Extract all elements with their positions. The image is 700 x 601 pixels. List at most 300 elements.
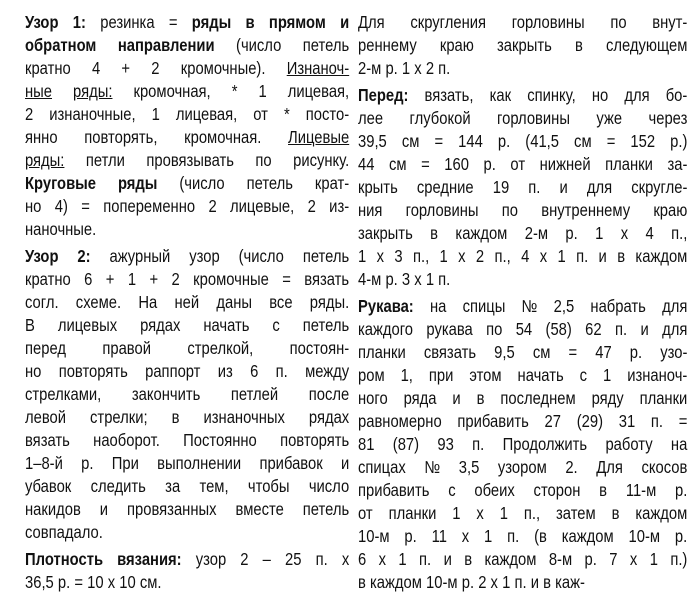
text-line bbox=[358, 84, 687, 107]
word bbox=[574, 130, 592, 153]
text: р. bbox=[461, 572, 475, 592]
word bbox=[276, 360, 288, 383]
word bbox=[127, 498, 216, 521]
text: провязанных bbox=[127, 499, 217, 519]
word bbox=[329, 195, 349, 218]
text: лицевых bbox=[57, 315, 118, 335]
text: * bbox=[231, 81, 238, 101]
word bbox=[192, 11, 231, 34]
text: петли bbox=[85, 150, 125, 170]
text: на bbox=[429, 296, 447, 316]
text: горловины bbox=[511, 12, 585, 32]
word bbox=[404, 387, 437, 410]
word bbox=[432, 525, 447, 548]
word bbox=[426, 571, 458, 594]
text: В bbox=[25, 315, 35, 335]
word bbox=[549, 548, 572, 571]
text: после bbox=[308, 384, 350, 404]
word bbox=[540, 153, 591, 176]
word bbox=[627, 364, 687, 387]
text: даны bbox=[216, 292, 253, 312]
word bbox=[429, 364, 453, 387]
text-line bbox=[25, 57, 349, 80]
word bbox=[662, 295, 687, 318]
word bbox=[258, 80, 266, 103]
text-line bbox=[25, 291, 349, 314]
word bbox=[25, 80, 52, 103]
text: 2,5 bbox=[553, 296, 575, 316]
word bbox=[512, 11, 585, 34]
text: х bbox=[414, 269, 422, 289]
text: 39,5 bbox=[358, 131, 387, 151]
word bbox=[236, 34, 281, 57]
text: петель bbox=[302, 35, 350, 55]
text: 11 bbox=[431, 526, 447, 546]
text-line bbox=[25, 126, 349, 149]
text: прибавок bbox=[259, 453, 323, 473]
text: п. bbox=[275, 361, 288, 381]
text: + bbox=[121, 58, 131, 78]
word bbox=[430, 295, 446, 318]
word bbox=[358, 364, 385, 387]
word bbox=[507, 525, 519, 548]
word bbox=[25, 406, 66, 429]
word bbox=[181, 57, 266, 80]
word bbox=[514, 571, 526, 594]
word bbox=[81, 195, 90, 218]
word bbox=[498, 456, 547, 479]
word bbox=[263, 548, 271, 571]
text: 6 bbox=[84, 269, 93, 289]
word bbox=[609, 548, 617, 571]
word bbox=[315, 172, 349, 195]
word bbox=[25, 245, 58, 268]
text: левой bbox=[25, 407, 67, 427]
word bbox=[358, 222, 413, 245]
text: изнаночные, bbox=[49, 104, 136, 124]
text: х bbox=[107, 572, 116, 592]
word bbox=[503, 433, 588, 456]
word bbox=[555, 571, 585, 594]
text: из- bbox=[329, 196, 350, 216]
text: р. bbox=[483, 154, 496, 174]
word bbox=[554, 295, 575, 318]
text: в bbox=[171, 407, 180, 427]
word bbox=[86, 149, 125, 172]
word bbox=[370, 571, 422, 594]
word bbox=[358, 153, 374, 176]
text: р. bbox=[674, 526, 688, 546]
text: число bbox=[308, 476, 350, 496]
text: 1, bbox=[400, 365, 413, 385]
word bbox=[653, 199, 687, 222]
text: (в bbox=[534, 526, 547, 546]
word bbox=[247, 172, 293, 195]
word bbox=[516, 318, 532, 341]
text: 3 bbox=[401, 269, 411, 289]
word bbox=[358, 57, 381, 80]
text: но bbox=[25, 361, 42, 381]
text: набрать bbox=[590, 296, 646, 316]
text: (число bbox=[238, 246, 284, 266]
word bbox=[560, 176, 568, 199]
word bbox=[358, 479, 429, 502]
word bbox=[91, 475, 146, 498]
text: 10 bbox=[87, 572, 104, 592]
text: = bbox=[434, 131, 444, 151]
word bbox=[282, 268, 291, 291]
text: п.) bbox=[670, 549, 688, 569]
word bbox=[495, 245, 511, 268]
text: р. bbox=[629, 342, 643, 362]
word bbox=[675, 479, 687, 502]
text: каждом bbox=[561, 526, 614, 546]
word bbox=[108, 571, 115, 594]
text: = bbox=[568, 342, 578, 362]
text: спинку, bbox=[527, 85, 576, 105]
text: х bbox=[490, 572, 498, 592]
word bbox=[196, 548, 226, 571]
text: спицы bbox=[462, 296, 506, 316]
right-text-column bbox=[358, 11, 687, 594]
word bbox=[478, 571, 486, 594]
text: глубокой bbox=[409, 108, 471, 128]
text: х bbox=[476, 503, 484, 523]
text-line bbox=[25, 218, 349, 241]
text-line bbox=[358, 479, 687, 502]
word bbox=[402, 130, 420, 153]
text: р. bbox=[81, 453, 94, 473]
word bbox=[565, 222, 577, 245]
word bbox=[149, 268, 158, 291]
text: 1 bbox=[595, 223, 604, 243]
text: реннему bbox=[358, 35, 417, 55]
word bbox=[92, 57, 100, 80]
text: чтобы bbox=[247, 476, 290, 496]
text: в bbox=[543, 572, 551, 592]
word bbox=[599, 479, 607, 502]
text: х bbox=[376, 246, 384, 266]
text: № bbox=[521, 296, 538, 316]
text: попеременно bbox=[103, 196, 196, 216]
word bbox=[606, 34, 687, 57]
word bbox=[500, 502, 508, 525]
text-line bbox=[358, 502, 687, 525]
word bbox=[305, 360, 349, 383]
text: кратно bbox=[25, 269, 71, 289]
text: повторять bbox=[280, 430, 350, 450]
word bbox=[393, 433, 419, 456]
text: = bbox=[81, 196, 90, 216]
text: 2 bbox=[151, 58, 160, 78]
text: лицевая, bbox=[175, 104, 238, 124]
text: 4) bbox=[54, 196, 68, 216]
word bbox=[562, 525, 614, 548]
word bbox=[304, 268, 349, 291]
text: 7 bbox=[609, 549, 618, 569]
word bbox=[250, 360, 258, 383]
word bbox=[568, 341, 577, 364]
word bbox=[93, 429, 160, 452]
text: 10 bbox=[119, 572, 136, 592]
word bbox=[121, 57, 130, 80]
word bbox=[587, 176, 612, 199]
text: = bbox=[282, 269, 291, 289]
word bbox=[462, 525, 469, 548]
text: 11-м bbox=[625, 480, 657, 500]
text: правой bbox=[102, 338, 151, 358]
word bbox=[165, 475, 180, 498]
paragraph bbox=[25, 245, 349, 544]
text: На bbox=[138, 292, 158, 312]
text-line bbox=[25, 548, 349, 571]
word bbox=[626, 479, 656, 502]
word bbox=[358, 410, 442, 433]
text: планки bbox=[388, 503, 437, 523]
text: 1 bbox=[258, 81, 267, 101]
text: крат- bbox=[314, 173, 350, 193]
word bbox=[629, 525, 661, 548]
text: ряду bbox=[591, 388, 624, 408]
text: связать bbox=[423, 342, 477, 362]
word bbox=[545, 410, 561, 433]
text: выполнении bbox=[157, 453, 242, 473]
word bbox=[595, 222, 603, 245]
word bbox=[490, 84, 511, 107]
text: резинка bbox=[100, 12, 155, 32]
word bbox=[269, 291, 292, 314]
word bbox=[650, 548, 658, 571]
word bbox=[599, 245, 607, 268]
text: изнаноч- bbox=[627, 365, 688, 385]
text: в bbox=[574, 35, 583, 55]
word bbox=[430, 222, 438, 245]
word bbox=[74, 571, 83, 594]
word bbox=[577, 410, 603, 433]
word bbox=[426, 268, 434, 291]
word bbox=[358, 502, 373, 525]
word bbox=[455, 222, 507, 245]
text: и bbox=[559, 177, 568, 197]
word bbox=[340, 11, 349, 34]
word bbox=[25, 57, 71, 80]
text: в bbox=[464, 549, 473, 569]
text: р. bbox=[385, 58, 398, 78]
text: спицах bbox=[358, 457, 406, 477]
word bbox=[303, 498, 349, 521]
word bbox=[630, 341, 642, 364]
word bbox=[476, 245, 484, 268]
text-line bbox=[358, 11, 687, 34]
bold-text: ряды bbox=[191, 12, 232, 32]
text: наоборот. bbox=[93, 430, 160, 450]
text: стрелками, bbox=[25, 384, 102, 404]
text: в bbox=[430, 223, 439, 243]
text: п., bbox=[523, 503, 541, 523]
word bbox=[469, 364, 501, 387]
text: равномерно bbox=[358, 411, 442, 431]
word bbox=[426, 318, 472, 341]
text: работу bbox=[605, 434, 653, 454]
text: 1 bbox=[452, 503, 461, 523]
text-line bbox=[25, 406, 349, 429]
text-line bbox=[25, 571, 349, 594]
text: лицевая, bbox=[287, 81, 350, 101]
text: и bbox=[99, 499, 109, 519]
text: 2 bbox=[307, 196, 316, 216]
word bbox=[457, 410, 528, 433]
word bbox=[269, 11, 326, 34]
word bbox=[102, 337, 151, 360]
text: см bbox=[389, 154, 407, 174]
text: п. bbox=[472, 434, 485, 454]
text: * bbox=[283, 104, 290, 124]
word bbox=[25, 172, 96, 195]
word bbox=[259, 452, 322, 475]
word bbox=[255, 149, 271, 172]
text: 93 bbox=[437, 434, 454, 454]
text: нижней bbox=[539, 154, 591, 174]
word bbox=[413, 245, 429, 268]
text: 62 bbox=[585, 319, 602, 339]
text: постоян- bbox=[289, 338, 350, 358]
text-line bbox=[358, 176, 687, 199]
text-line bbox=[25, 452, 349, 475]
text: для bbox=[662, 319, 688, 339]
text: ного bbox=[358, 388, 388, 408]
text: прибавить bbox=[358, 480, 430, 500]
word bbox=[25, 126, 58, 149]
word bbox=[402, 57, 410, 80]
text: лее bbox=[358, 108, 384, 128]
word bbox=[640, 387, 688, 410]
text: 10-м bbox=[426, 572, 458, 592]
text: 2 bbox=[208, 196, 217, 216]
word bbox=[631, 176, 687, 199]
word bbox=[184, 126, 261, 149]
text: 1–8-й bbox=[25, 453, 63, 473]
word bbox=[303, 34, 349, 57]
word bbox=[179, 172, 224, 195]
word bbox=[485, 548, 537, 571]
word bbox=[73, 11, 86, 34]
text-line bbox=[25, 360, 349, 383]
text-line bbox=[358, 571, 687, 594]
word bbox=[649, 107, 688, 130]
paragraph bbox=[25, 11, 349, 241]
word bbox=[493, 176, 509, 199]
bold-text: Плотность bbox=[25, 549, 104, 569]
text: 2 bbox=[25, 104, 34, 124]
word bbox=[477, 387, 485, 410]
text: вязать bbox=[25, 430, 70, 450]
text: в bbox=[476, 388, 485, 408]
text: прибавить bbox=[457, 411, 529, 431]
text: кромочная, bbox=[133, 81, 211, 101]
text: 1 bbox=[425, 269, 435, 289]
word bbox=[193, 268, 269, 291]
word bbox=[463, 295, 506, 318]
word bbox=[303, 245, 349, 268]
text: как bbox=[489, 85, 512, 105]
text: уже bbox=[596, 108, 623, 128]
word bbox=[472, 433, 484, 456]
text: от bbox=[510, 154, 526, 174]
text: с bbox=[579, 365, 588, 385]
text: кромочная. bbox=[184, 127, 262, 147]
word bbox=[293, 149, 349, 172]
word bbox=[176, 103, 237, 126]
word bbox=[402, 268, 410, 291]
word bbox=[49, 103, 135, 126]
word bbox=[406, 199, 479, 222]
text: узо- bbox=[660, 342, 688, 362]
word bbox=[458, 130, 483, 153]
text-line bbox=[25, 103, 349, 126]
text: см. bbox=[139, 572, 162, 592]
word bbox=[358, 130, 387, 153]
bold-text: направлении bbox=[117, 35, 215, 55]
text: горловины bbox=[497, 108, 570, 128]
word bbox=[288, 126, 349, 149]
word bbox=[218, 360, 233, 383]
text: раппорт bbox=[145, 361, 201, 381]
text: внутреннему bbox=[541, 200, 631, 220]
word bbox=[280, 429, 349, 452]
text: схеме. bbox=[75, 292, 122, 312]
text: но bbox=[25, 196, 42, 216]
text: 1 bbox=[603, 365, 612, 385]
word bbox=[404, 525, 416, 548]
word bbox=[230, 195, 294, 218]
bold-text: 2: bbox=[77, 246, 91, 266]
word bbox=[284, 103, 290, 126]
word bbox=[605, 433, 652, 456]
word bbox=[448, 479, 455, 502]
text: каждом bbox=[484, 549, 537, 569]
word bbox=[379, 548, 386, 571]
text: убавок bbox=[25, 476, 72, 496]
word bbox=[112, 452, 139, 475]
word bbox=[110, 245, 171, 268]
text: петель bbox=[302, 499, 350, 519]
word bbox=[25, 521, 103, 544]
text-line bbox=[25, 498, 349, 521]
word bbox=[358, 548, 366, 571]
text: и bbox=[640, 319, 649, 339]
text: от bbox=[253, 104, 268, 124]
word bbox=[641, 456, 687, 479]
word bbox=[100, 498, 108, 521]
word bbox=[140, 571, 162, 594]
text: в bbox=[617, 246, 626, 266]
word bbox=[546, 318, 572, 341]
word bbox=[306, 103, 349, 126]
word bbox=[424, 341, 476, 364]
text: 1 bbox=[401, 58, 411, 78]
word bbox=[630, 130, 655, 153]
word bbox=[528, 176, 540, 199]
text: ния bbox=[358, 200, 383, 220]
word bbox=[476, 502, 483, 525]
text: для bbox=[624, 85, 650, 105]
text-line bbox=[358, 318, 687, 341]
text: см bbox=[532, 342, 551, 362]
word bbox=[25, 360, 41, 383]
text: 36,5 bbox=[25, 572, 54, 592]
text-line bbox=[358, 153, 687, 176]
underlined-text: ные bbox=[25, 81, 53, 101]
